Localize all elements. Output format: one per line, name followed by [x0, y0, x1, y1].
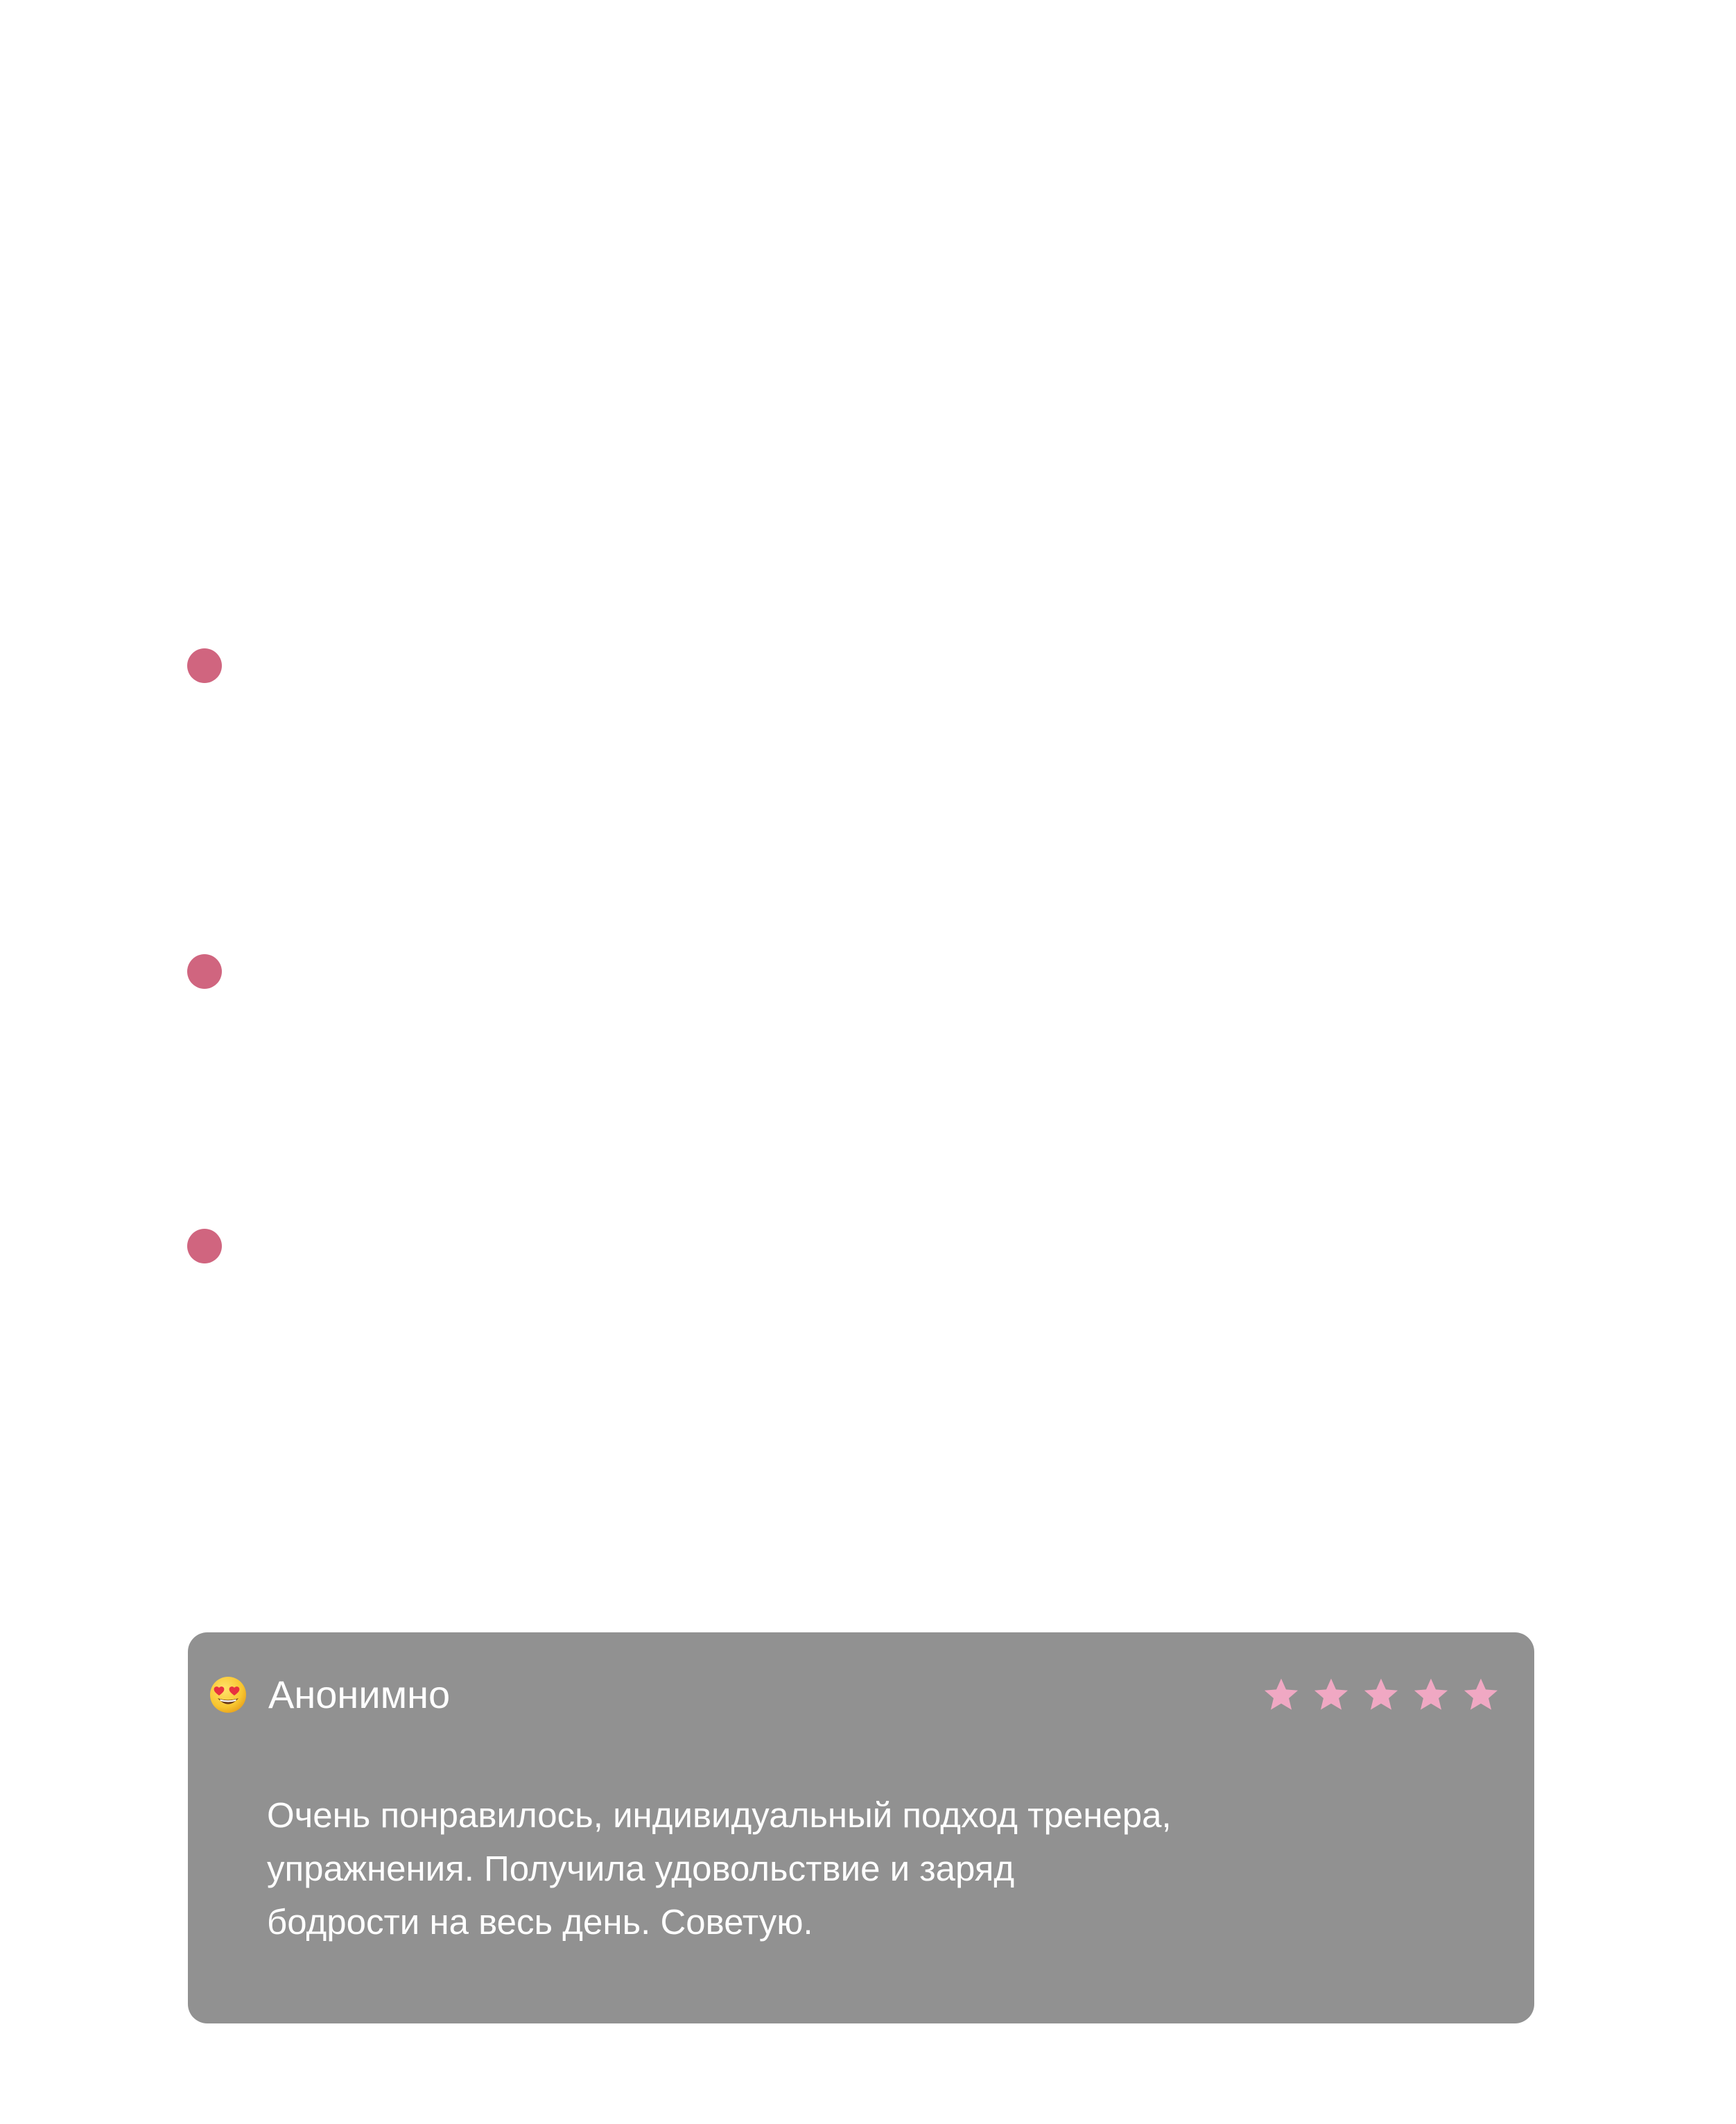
- bullet-dot-icon: [187, 954, 222, 989]
- star-icon: [1312, 1676, 1350, 1713]
- star-rating: [1262, 1676, 1500, 1713]
- bullet-dot-icon: [187, 648, 222, 683]
- star-icon: [1462, 1676, 1500, 1713]
- heart-eyes-emoji-icon: [209, 1675, 248, 1714]
- review-author: Анонимно: [268, 1673, 451, 1716]
- review-text-line: бодрости на весь день. Советую.: [267, 1902, 813, 1942]
- star-icon: [1262, 1676, 1300, 1713]
- review-text: [267, 1788, 1404, 1949]
- star-icon: [1362, 1676, 1400, 1713]
- review-header: [209, 1667, 1500, 1722]
- bullet-dot-icon: [187, 1229, 222, 1263]
- star-icon: [1412, 1676, 1450, 1713]
- review-text-line: Очень понравилось, индивидуальный подход тренера,: [267, 1795, 1172, 1835]
- review-text-line: упражнения. Получила удовольствие и заряд: [267, 1849, 1015, 1888]
- review-card: [188, 1632, 1534, 2023]
